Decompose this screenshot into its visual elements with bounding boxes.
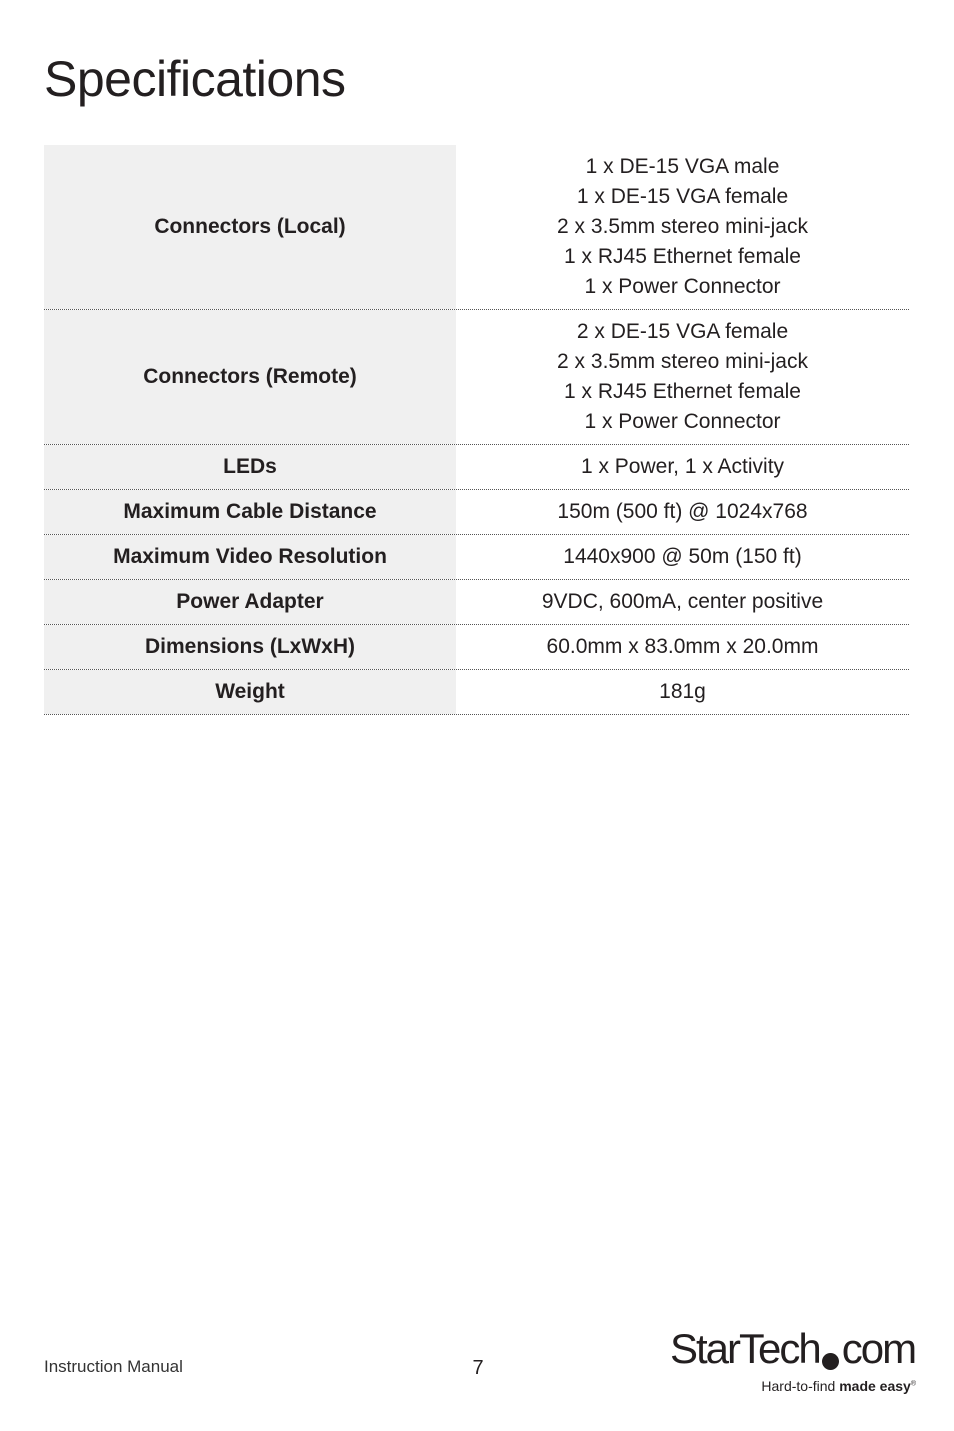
spec-value-line: 60.0mm x 83.0mm x 20.0mm (546, 635, 819, 658)
spec-value (456, 445, 909, 489)
spec-value (456, 535, 909, 579)
logo-suffix: com (841, 1325, 916, 1372)
spec-label: Maximum Cable Distance (44, 490, 456, 534)
page-title: Specifications (44, 51, 346, 107)
spec-value-line: 9VDC, 600mA, center positive (541, 590, 824, 613)
specifications-table (44, 145, 909, 715)
spec-row-leds (44, 445, 909, 490)
spec-value-line: 1 x Power, 1 x Activity (580, 455, 785, 478)
logo-registered: ® (910, 1380, 916, 1388)
startech-logo (670, 1326, 916, 1402)
spec-label: Dimensions (LxWxH) (44, 625, 456, 669)
spec-row-max-video-resolution (44, 535, 909, 580)
footer-manual-label: Instruction Manual (44, 1357, 183, 1376)
spec-value-line: 2 x 3.5mm stereo mini-jack (557, 215, 808, 238)
spec-value-line: 1 x RJ45 Ethernet female (564, 380, 801, 403)
page-number: 7 (472, 1357, 484, 1379)
spec-label: Maximum Video Resolution (44, 535, 456, 579)
logo-tagline-plain: Hard-to-find (761, 1378, 840, 1394)
spec-row-power-adapter (44, 580, 909, 625)
logo-tagline (761, 1378, 916, 1394)
spec-value-line: 2 x 3.5mm stereo mini-jack (557, 350, 808, 373)
spec-value-line: 1 x RJ45 Ethernet female (564, 245, 801, 268)
spec-value-line: 1 x Power Connector (584, 275, 781, 298)
logo-dot-icon (822, 1353, 839, 1370)
spec-value-line: 1 x Power Connector (584, 410, 781, 433)
spec-value-line: 2 x DE-15 VGA female (576, 320, 789, 343)
spec-label: LEDs (44, 445, 456, 489)
spec-label: Power Adapter (44, 580, 456, 624)
spec-value (456, 580, 909, 624)
spec-value (456, 145, 909, 309)
spec-value (456, 625, 909, 669)
spec-value-line: 1 x DE-15 VGA male (585, 155, 780, 178)
spec-value-line: 181g (659, 680, 706, 703)
spec-row-connectors-local (44, 145, 909, 310)
spec-label: Connectors (Remote) (44, 310, 456, 444)
spec-value-line: 1 x DE-15 VGA female (576, 185, 789, 208)
spec-value-line: 150m (500 ft) @ 1024x768 (557, 500, 808, 523)
logo-wordmark (670, 1326, 915, 1372)
spec-row-max-cable-distance (44, 490, 909, 535)
spec-label: Connectors (Local) (44, 145, 456, 309)
spec-value (456, 670, 909, 714)
spec-row-dimensions (44, 625, 909, 670)
spec-value (456, 310, 909, 444)
spec-value-line: 1440x900 @ 50m (150 ft) (563, 545, 802, 568)
spec-label: Weight (44, 670, 456, 714)
spec-value (456, 490, 909, 534)
spec-row-weight (44, 670, 909, 715)
logo-brand: StarTech (670, 1325, 820, 1372)
spec-row-connectors-remote (44, 310, 909, 445)
logo-tagline-bold: made easy (839, 1378, 911, 1394)
